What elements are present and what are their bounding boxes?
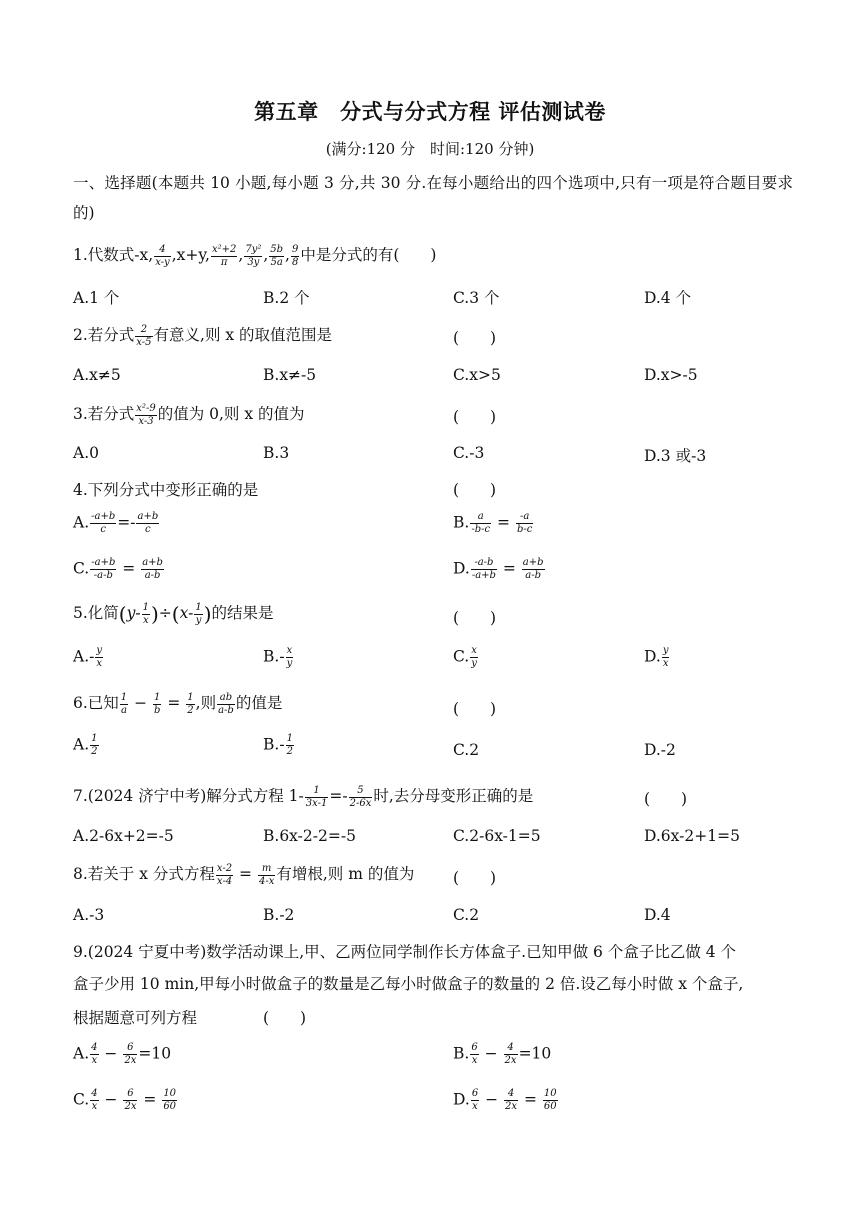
q8-option-d: D.4	[644, 906, 671, 924]
q5-option-c: C. $\frac{x}{y}$	[453, 645, 477, 669]
question-7-stem: 7.(2024 济宁中考)解分式方程 1- $\frac{1}{3x-1}$ =- $\frac{5}{2-6x}$ 时,去分母变形正确的是	[73, 784, 534, 809]
q6-option-b: B.- $\frac{1}{2}$	[263, 733, 293, 757]
q4-option-b: B. $\frac{a}{-b-c}$ = $\frac{-a}{b-c}$	[453, 511, 533, 535]
q5-option-d: D. $\frac{y}{x}$	[644, 645, 669, 669]
q8-option-a: A.-3	[73, 906, 105, 924]
q4-option-a: A. $\frac{-a+b}{c}$ =- $\frac{a+b}{c}$	[73, 511, 159, 535]
q6-option-d: D.-2	[644, 741, 676, 759]
q7-option-a: A.2-6x+2=-5	[73, 827, 174, 845]
q5-option-b: B.- $\frac{x}{y}$	[263, 645, 293, 669]
question-3-stem: 3.若分式 $\frac{\text{x²-9}}{x-3}$ 的值为 0,则 x 的值为	[73, 402, 305, 427]
q9-option-b: B. $\frac{6}{x}$ − $\frac{4}{2x}$ =10	[453, 1042, 552, 1066]
q1-option-d: D.4 个	[644, 289, 692, 307]
q3-option-d: D.3 或-3	[644, 447, 707, 465]
page-title: 第五章 分式与分式方程 评估测试卷	[254, 100, 606, 124]
q6-option-c: C.2	[453, 741, 480, 759]
question-2-stem: 2.若分式 $\frac{2}{x-5}$ 有意义,则 x 的取值范围是	[73, 323, 333, 348]
q6-answer-paren: ( )	[453, 700, 497, 718]
q1-option-c: C.3 个	[453, 289, 500, 307]
question-9-line-3: 根据题意可列方程	[73, 1009, 198, 1027]
question-5-stem: 5.化简(y- $\frac{1}{x}$ )÷(x- $\frac{1}{y}$ )的结果是	[73, 601, 274, 626]
question-9-line-2: 盒子少用 10 min,甲每小时做盒子的数量是乙每小时做盒子的数量的 2 倍.设乙每小时做 x 个盒子,	[73, 975, 744, 993]
fraction: $\frac{9}{8}$	[291, 243, 299, 268]
q8-option-b: B.-2	[263, 906, 295, 924]
q2-option-a: A.x≠5	[73, 366, 121, 384]
q7-option-c: C.2-6x-1=5	[453, 827, 541, 845]
question-6-stem: 6.已知 $\frac{1}{a}$ − $\frac{1}{b}$ = $\frac{1}{2}$ ,则 $\frac{ab}{a-b}$ 的值是	[73, 691, 283, 716]
q8-answer-paren: ( )	[453, 869, 497, 887]
q9-option-a: A. $\frac{4}{x}$ − $\frac{6}{2x}$ =10	[73, 1042, 172, 1066]
q3-option-b: B.3	[263, 444, 290, 462]
q4-option-d: D. $\frac{-a-b}{-a+b}$ = $\frac{a+b}{a-b}$	[453, 557, 544, 581]
question-4-stem: 4.下列分式中变形正确的是	[73, 481, 259, 499]
q9-option-c: C. $\frac{4}{x}$ − $\frac{6}{2x}$ = $\frac{10}{60}$	[73, 1088, 177, 1112]
q4-answer-paren: ( )	[453, 481, 497, 499]
question-1-stem: 1.代数式-x, $\frac{4}{x-y}$ ,x+y, $\frac{\text{x²+2}}{\pi}$ , $\frac{\text{7y²}}{3y}$ , $\frac{5b}{5a}$ , $\frac{9}{8}$ 中是分式的有( )	[73, 243, 437, 268]
q2-option-b: B.x≠-5	[263, 366, 317, 384]
q5-option-a: A.- $\frac{y}{x}$	[73, 645, 103, 669]
fraction: $\frac{\text{7y²}}{3y}$	[245, 243, 262, 268]
q3-option-a: A.0	[73, 444, 99, 462]
q1-option-b: B.2 个	[263, 289, 310, 307]
q2-option-d: D.x>-5	[644, 366, 698, 384]
section-heading: 一、选择题(本题共 10 小题,每小题 3 分,共 30 分.在每小题给出的四个选项中,只有一项是符合题目要求的)	[73, 174, 793, 222]
fraction: $\frac{\text{x²+2}}{\pi}$	[211, 243, 237, 268]
fraction: $\frac{5b}{5a}$	[270, 243, 284, 268]
fraction: $\frac{4}{x-y}$	[155, 243, 170, 268]
q3-option-c: C.-3	[453, 444, 485, 462]
q6-option-a: A. $\frac{1}{2}$	[73, 733, 98, 757]
q4-option-c: C. $\frac{-a+b}{-a-b}$ = $\frac{a+b}{a-b}$	[73, 557, 163, 581]
q7-option-b: B.6x-2-2=-5	[263, 827, 356, 845]
q7-option-d: D.6x-2+1=5	[644, 827, 740, 845]
question-8-stem: 8.若关于 x 分式方程 $\frac{x-2}{x-4}$ = $\frac{m}{4-x}$ 有增根,则 m 的值为	[73, 862, 415, 887]
q8-option-c: C.2	[453, 906, 480, 924]
fraction: $\frac{2}{x-5}$	[136, 323, 152, 348]
q1-option-a: A.1 个	[73, 289, 120, 307]
q7-answer-paren: ( )	[644, 790, 688, 808]
q2-option-c: C.x>5	[453, 366, 501, 384]
q5-answer-paren: ( )	[453, 609, 497, 627]
q2-answer-paren: ( )	[453, 329, 497, 347]
q9-option-d: D. $\frac{6}{x}$ − $\frac{4}{2x}$ = $\frac{10}{60}$	[453, 1088, 557, 1112]
q3-answer-paren: ( )	[453, 408, 497, 426]
page-subtitle: (满分:120 分 时间:120 分钟)	[325, 140, 535, 158]
fraction: $\frac{\text{x²-9}}{x-3}$	[136, 402, 156, 427]
q9-answer-paren: ( )	[263, 1009, 307, 1027]
question-9-line-1: 9.(2024 宁夏中考)数学活动课上,甲、乙两位同学制作长方体盒子.已知甲做 6 个盒子比乙做 4 个	[73, 943, 737, 961]
